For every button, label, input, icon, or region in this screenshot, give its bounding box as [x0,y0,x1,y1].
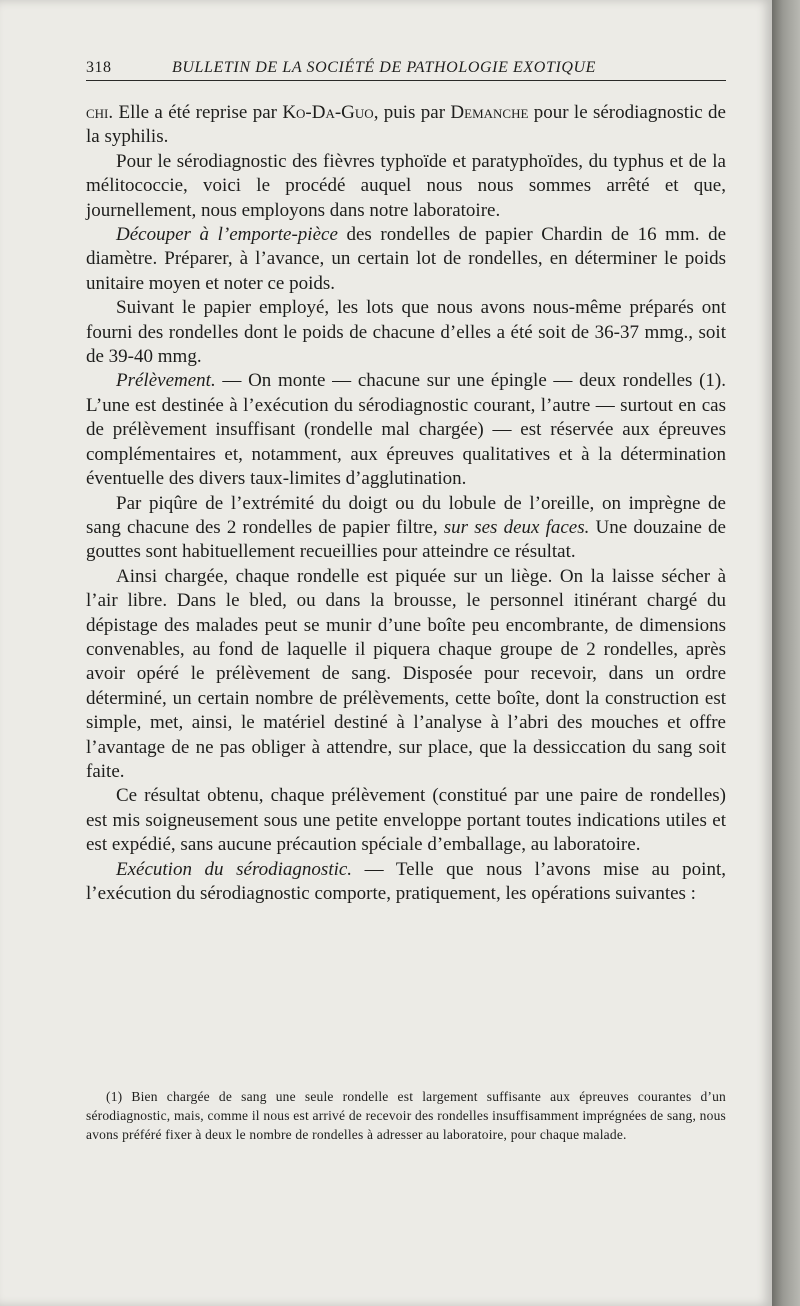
paragraph [86,858,726,907]
text-run: — Telle que nous l’avons mise au point, l’exécution du sérodiagnostic comporte, pratiquement, les opérations suivantes : [86,858,726,904]
text-run: Une douzaine de gouttes sont habituellement recueillies pour atteindre ce résultat. [86,516,726,563]
footnote [86,1087,726,1144]
body-text [86,101,726,906]
paragraph [86,492,726,565]
running-title: BULLETIN DE LA SOCIÉTÉ DE PATHOLOGIE EXOTIQUE [172,59,597,76]
text-run: pour le sérodiagnostic de la syphilis. [86,102,726,148]
author-name: Demanche [450,102,529,123]
page-header [86,58,726,81]
text-run: . Elle a été reprise par [108,102,283,123]
paragraph [86,223,726,296]
italic-heading: Exécution du sérodiagnostic. [116,858,353,880]
footnote-text: (1) Bien chargée de sang une seule rondelle est largement suffisante aux épreuves courantes d’un sérodiagnostic, mais, comme il nous est arrivé de recevoir des rondelles insuffisamment imprégnées de sang, nous avons préféré fixer à deux le nombre de rondelles à adresser au laboratoire, pour chaque malade. [86,1089,726,1142]
italic-heading: Découper à l’emporte-pièce [116,224,338,246]
paragraph [86,369,726,491]
text-run: des rondelles de papier Chardin de 16 mm. de diamètre. Préparer, à l’avance, un certain lot de rondelles, en déterminer le poids unitaire moyen et noter ce poids. [86,224,727,294]
text-run: Par piqûre de l’extrémité du doigt ou du lobule de l’oreille, on imprègne de sang chacune des 2 rondelles de papier filtre, [86,492,726,538]
paragraph: Ainsi chargée, chaque rondelle est piquée sur un liège. On la laisse sécher à l’air libre. Dans le bled, ou dans la brousse, le personnel itinérant chargé du dépistage des malades peut se munir d’une boîte peu encombrante, de dimensions convenables, au fond de laquelle il piquera chaque groupe de 2 rondelles, après avoir opéré le prélèvement de sang. Disposée pour recevoir, dans un ordre déterminé, un certain nombre de prélèvements, cette boîte, dont la construction est simple, met, ainsi, le matériel destiné à l’analyse à l’abri des mouches et offre l’avantage de ne pas obliger à attendre, sur place, que la dessiccation du sang soit faite. [86,565,726,782]
text-run: , puis par [373,102,451,123]
text-run: — On monte — chacune sur une épingle — deux rondelles (1). L’une est destinée à l’exécution du sérodiagnostic courant, l’autre — surtout en cas de prélèvement insuffisant (rondelle mal chargée) — est réservée aux épreuves complémentaires et, notamment, aux épreuves qualitatives et à la détermination éventuelle des divers taux-limites d’agglutination. [86,370,726,490]
page-edge-shadow [772,0,800,1306]
paragraph: Ce résultat obtenu, chaque prélèvement (constitué par une paire de rondelles) est mis soigneusement sous une petite enveloppe portant toutes indications utiles et est expédié, sans aucune précaution spéciale d’emballage, au laboratoire. [86,785,726,856]
italic-heading: Prélèvement. [116,370,216,392]
paragraph: Pour le sérodiagnostic des fièvres typhoïde et paratyphoïdes, du typhus et de la mélitococcie, voici le procédé auquel nous nous sommes arrêté et que, journellement, nous employons dans notre laboratoire. [86,150,726,221]
text-run: chi [86,102,109,123]
page-number: 318 [86,59,112,76]
author-name: Ko-Da-Guo [282,102,374,123]
italic-emphasis: sur ses deux faces. [443,516,590,538]
paragraph [86,101,726,150]
paragraph: Suivant le papier employé, les lots que nous avons nous-même préparés ont fourni des rondelles dont le poids de chacune d’elles a été soit de 36-37 mmg., soit de 39-40 mmg. [86,297,726,368]
